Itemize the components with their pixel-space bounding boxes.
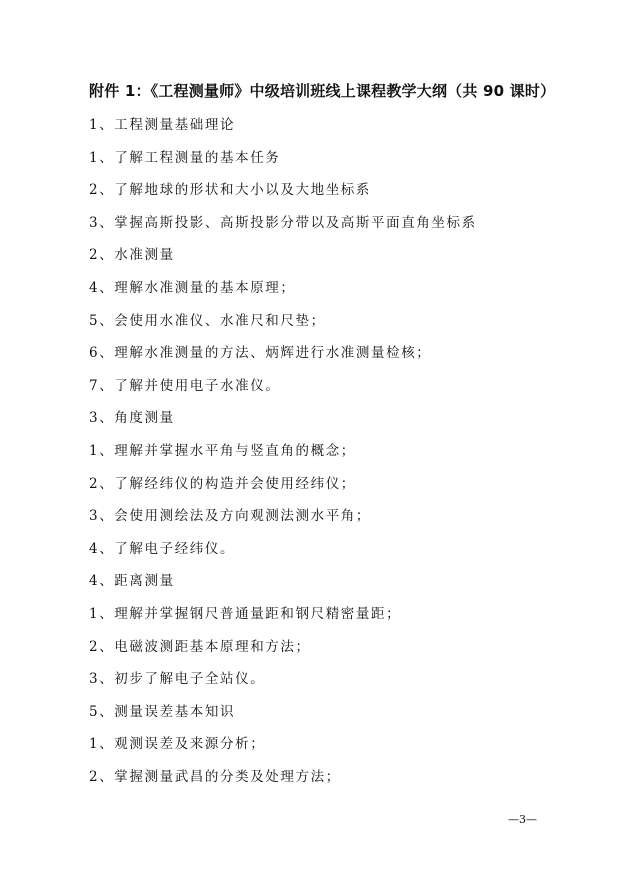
syllabus-item: 1、观测误差及来源分析； xyxy=(89,736,266,753)
syllabus-item: 6、理解水准测量的方法、炳辉进行水准测量检核； xyxy=(89,345,432,362)
syllabus-item: 4、了解电子经纬仪。 xyxy=(89,540,236,557)
syllabus-item: 2、掌握测量武昌的分类及处理方法； xyxy=(89,768,341,785)
syllabus-item: 2、电磁波测距基本原理和方法； xyxy=(89,638,311,655)
section-heading: 2、水准测量 xyxy=(89,247,175,264)
syllabus-item: 7、了解并使用电子水准仪。 xyxy=(89,377,281,394)
page-number: —3— xyxy=(508,813,537,826)
syllabus-item: 3、初步了解电子全站仪。 xyxy=(89,671,266,688)
syllabus-item: 1、了解工程测量的基本任务 xyxy=(89,149,281,166)
section-heading: 4、距离测量 xyxy=(89,573,175,590)
syllabus-list xyxy=(89,115,477,799)
syllabus-item: 1、理解并掌握钢尺普通量距和钢尺精密量距； xyxy=(89,605,402,622)
section-heading: 1、工程测量基础理论 xyxy=(89,117,236,133)
syllabus-item: 2、了解地球的形状和大小以及大地坐标系 xyxy=(89,182,371,199)
document-title: 附件 1：《工程测量师》中级培训班线上课程教学大纲（共 90 课时） xyxy=(89,82,556,100)
syllabus-item: 2、了解经纬仪的构造并会使用经纬仪； xyxy=(89,475,356,492)
syllabus-item: 5、会使用水准仪、水准尺和尺垫； xyxy=(89,312,326,329)
syllabus-item: 3、掌握高斯投影、高斯投影分带以及高斯平面直角坐标系 xyxy=(89,214,477,231)
syllabus-item: 4、理解水准测量的基本原理； xyxy=(89,279,296,296)
section-heading: 3、角度测量 xyxy=(89,410,175,427)
syllabus-item: 3、会使用测绘法及方向观测法测水平角； xyxy=(89,508,371,525)
section-heading: 5、测量误差基本知识 xyxy=(89,703,236,720)
syllabus-item: 1、理解并掌握水平角与竖直角的概念； xyxy=(89,442,356,459)
